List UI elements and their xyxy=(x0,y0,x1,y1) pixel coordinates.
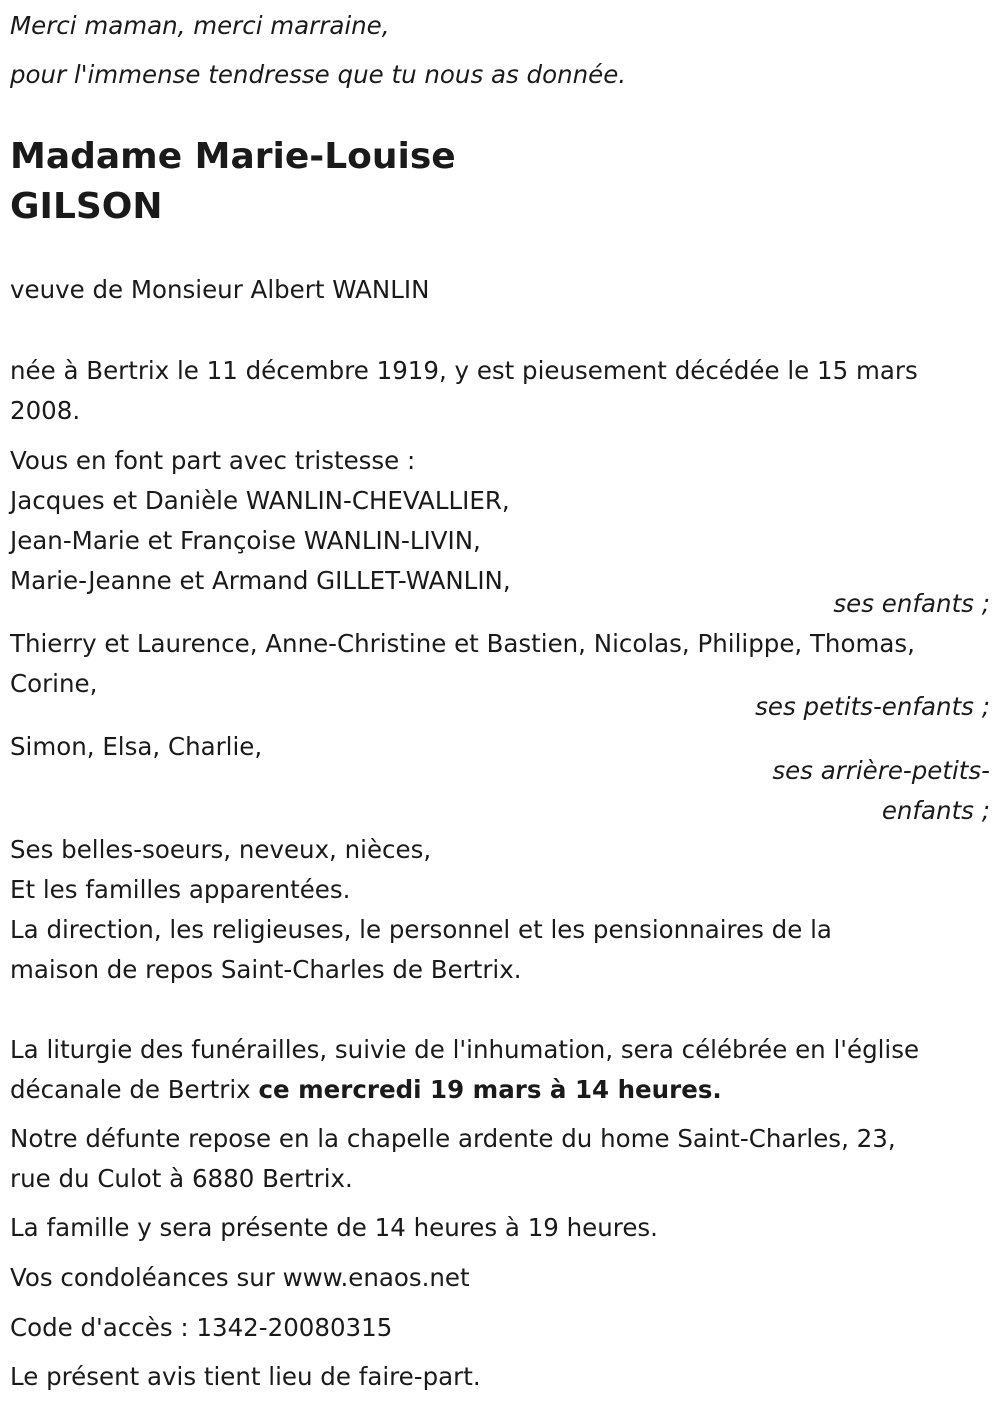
great-grandchildren-label-line-1: ses arrière-petits- xyxy=(772,756,990,785)
deceased-name-line-1: Madame Marie-Louise xyxy=(10,136,456,177)
others-entry: Ses belles-soeurs, neveux, nièces, xyxy=(10,835,432,864)
funeral-date-time: ce mercredi 19 mars à 14 heures. xyxy=(258,1075,722,1104)
notice-text: Le présent avis tient lieu de faire-part. xyxy=(10,1362,481,1391)
funeral-line-2-prefix: décanale de Bertrix xyxy=(10,1075,259,1104)
repose-line-2: rue du Culot à 6880 Bertrix. xyxy=(10,1164,353,1193)
condolences: Vos condoléances sur www.enaos.net xyxy=(10,1263,470,1292)
others-entry: maison de repos Saint-Charles de Bertrix. xyxy=(10,955,522,984)
access-code: Code d'accès : 1342-20080315 xyxy=(10,1313,393,1342)
child-entry: Jacques et Danièle WANLIN-CHEVALLIER, xyxy=(10,486,510,515)
grandchildren-label: ses petits-enfants ; xyxy=(755,692,990,721)
family-present: La famille y sera présente de 14 heures à 19 heures. xyxy=(10,1213,658,1242)
funeral-line-1: La liturgie des funérailles, suivie de l'inhumation, sera célébrée en l'église xyxy=(10,1035,920,1064)
great-grandchildren: Simon, Elsa, Charlie, xyxy=(10,732,263,761)
child-entry: Marie-Jeanne et Armand GILLET-WANLIN, xyxy=(10,566,511,595)
others-entry: Et les familles apparentées. xyxy=(10,875,351,904)
widow-of: veuve de Monsieur Albert WANLIN xyxy=(10,275,430,304)
children-label: ses enfants ; xyxy=(833,589,990,618)
epigraph-line-1: Merci maman, merci marraine, xyxy=(10,11,390,40)
child-entry: Jean-Marie et Françoise WANLIN-LIVIN, xyxy=(10,526,481,555)
repose-line-1: Notre défunte repose en la chapelle ardente du home Saint-Charles, 23, xyxy=(10,1124,896,1153)
grandchildren-line-2: Corine, xyxy=(10,669,98,698)
deceased-name-line-2: GILSON xyxy=(10,186,163,227)
birth-death-line-2: 2008. xyxy=(10,396,81,425)
funeral-line-2 xyxy=(10,1070,919,1110)
others-entry: La direction, les religieuses, le personnel et les pensionnaires de la xyxy=(10,915,832,944)
birth-death-line-1: née à Bertrix le 11 décembre 1919, y est pieusement décédée le 15 mars xyxy=(10,356,918,385)
great-grandchildren-label-line-2: enfants ; xyxy=(881,796,990,825)
grandchildren-line-1: Thierry et Laurence, Anne-Christine et Bastien, Nicolas, Philippe, Thomas, xyxy=(10,629,915,658)
epigraph-line-2: pour l'immense tendresse que tu nous as donnée. xyxy=(10,60,627,89)
announcement-intro: Vous en font part avec tristesse : xyxy=(10,446,416,475)
